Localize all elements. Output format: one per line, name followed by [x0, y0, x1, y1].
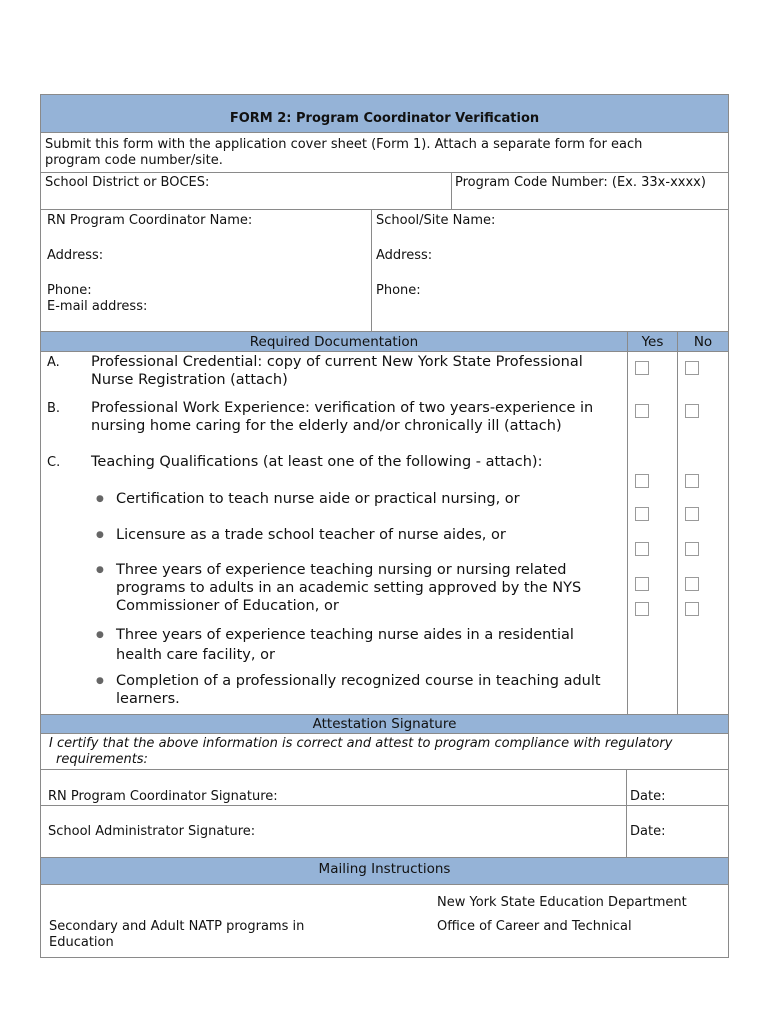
mailing-instructions-header: Mailing Instructions	[41, 857, 728, 885]
site-info-fields[interactable]	[372, 228, 728, 328]
item-a-yes-checkbox[interactable]	[635, 361, 649, 375]
required-documentation-title: Required Documentation	[249, 334, 419, 350]
coordinator-phone-label: Phone:	[47, 283, 92, 298]
coordinator-verification-form	[40, 94, 729, 958]
item-b-text	[91, 399, 593, 435]
sub-item-5-no-checkbox[interactable]	[685, 602, 699, 616]
bullet-icon: ●	[96, 630, 104, 640]
sub-item-4-line-1: Three years of experience teaching nurse aides in a residential	[116, 627, 574, 643]
bullet-icon: ●	[96, 494, 104, 504]
program-code-label: Program Code Number: (Ex. 33x-xxxx)	[455, 175, 706, 190]
sub-item-3-line-1: Three years of experience teaching nursing or nursing related	[116, 562, 567, 578]
sub-item-3-line-2: programs to adults in an academic setting approved by the NYS	[116, 580, 582, 596]
mailing-program-line-1: Secondary and Adult NATP programs in	[49, 919, 305, 934]
site-phone-label: Phone:	[376, 283, 421, 298]
form-title: FORM 2: Program Coordinator Verification	[41, 95, 728, 133]
bullet-icon: ●	[96, 565, 104, 575]
sub-item-5	[116, 672, 601, 708]
sub-item-4-line-2: health care facility, or	[116, 647, 275, 663]
item-a-line-1: Professional Credential: copy of current New York State Professional	[91, 354, 583, 370]
bullet-icon: ●	[96, 676, 104, 686]
sub-item-4-yes-checkbox[interactable]	[635, 577, 649, 591]
program-code-field[interactable]	[452, 189, 728, 209]
instructions-line-1: Submit this form with the application cover sheet (Form 1). Attach a separate form for each	[45, 137, 643, 152]
sub-item-3-yes-checkbox[interactable]	[635, 542, 649, 556]
attestation-statement	[49, 736, 672, 768]
item-c-letter: C.	[47, 455, 61, 470]
coordinator-info-fields[interactable]	[41, 228, 371, 328]
no-column-header: No	[693, 334, 713, 350]
date-field-1[interactable]	[627, 770, 728, 805]
sub-item-4-no-checkbox[interactable]	[685, 577, 699, 591]
form-instructions	[45, 137, 725, 169]
coordinator-email-label: E-mail address:	[47, 299, 148, 314]
mailing-program-text	[49, 919, 304, 951]
site-address-label: Address:	[376, 248, 433, 263]
item-a-no-checkbox[interactable]	[685, 361, 699, 375]
sub-item-4	[116, 625, 574, 665]
item-a-letter: A.	[47, 355, 60, 370]
sub-item-2-no-checkbox[interactable]	[685, 507, 699, 521]
sub-item-3-no-checkbox[interactable]	[685, 542, 699, 556]
item-b-no-checkbox[interactable]	[685, 404, 699, 418]
sub-item-2-yes-checkbox[interactable]	[635, 507, 649, 521]
coordinator-name-label: RN Program Coordinator Name:	[47, 213, 253, 228]
sub-item-1: Certification to teach nurse aide or practical nursing, or	[116, 491, 520, 507]
mailing-program-line-2: Education	[49, 935, 114, 950]
school-district-field[interactable]	[41, 189, 451, 209]
bullet-icon: ●	[96, 530, 104, 540]
date-label-2: Date:	[630, 824, 666, 839]
sub-item-3	[116, 561, 581, 615]
instructions-line-2: program code number/site.	[45, 153, 223, 168]
sub-item-3-line-3: Commissioner of Education, or	[116, 598, 339, 614]
mailing-dept-line-2: Office of Career and Technical	[437, 919, 632, 934]
attestation-header: Attestation Signature	[41, 714, 728, 734]
item-c-text: Teaching Qualifications (at least one of the following - attach):	[91, 454, 543, 470]
item-b-yes-checkbox[interactable]	[635, 404, 649, 418]
school-district-label: School District or BOCES:	[45, 175, 210, 190]
attestation-line-2: requirements:	[56, 752, 148, 767]
coordinator-address-label: Address:	[47, 248, 104, 263]
administrator-signature-field[interactable]	[41, 806, 626, 856]
sub-item-5-line-1: Completion of a professionally recognized course in teaching adult	[116, 673, 601, 689]
coordinator-signature-label: RN Program Coordinator Signature:	[48, 789, 278, 804]
item-a-line-2: Nurse Registration (attach)	[91, 372, 288, 388]
item-b-line-2: nursing home caring for the elderly and/or chronically ill (attach)	[91, 418, 562, 434]
mailing-dept-line-1: New York State Education Department	[437, 895, 687, 910]
item-b-letter: B.	[47, 401, 61, 416]
item-a-text	[91, 353, 583, 389]
coordinator-signature-field[interactable]	[41, 770, 626, 805]
yes-column-header: Yes	[641, 334, 664, 350]
sub-item-1-no-checkbox[interactable]	[685, 474, 699, 488]
sub-item-5-line-2: learners.	[116, 691, 180, 707]
date-label-1: Date:	[630, 789, 666, 804]
sub-item-5-yes-checkbox[interactable]	[635, 602, 649, 616]
required-documentation-header	[41, 331, 728, 352]
date-field-2[interactable]	[627, 806, 728, 856]
sub-item-1-yes-checkbox[interactable]	[635, 474, 649, 488]
item-b-line-1: Professional Work Experience: verification of two years-experience in	[91, 400, 594, 416]
attestation-line-1: I certify that the above information is correct and attest to program compliance with regulatory	[49, 736, 673, 751]
sub-item-2: Licensure as a trade school teacher of nurse aides, or	[116, 527, 506, 543]
site-name-label: School/Site Name:	[376, 213, 496, 228]
administrator-signature-label: School Administrator Signature:	[48, 824, 256, 839]
